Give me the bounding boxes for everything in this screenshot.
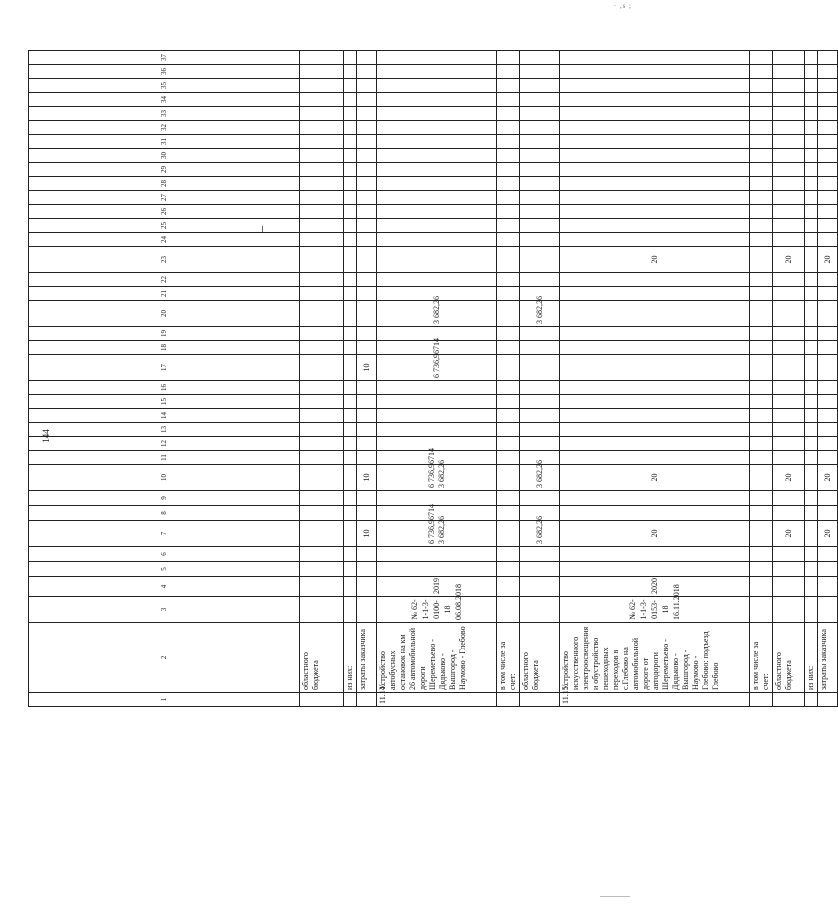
col-number: 22 [29, 273, 300, 287]
cell-value: 20 [560, 247, 750, 273]
col-number: 32 [29, 121, 300, 135]
table-row [773, 51, 805, 707]
col-number: 24 [29, 233, 300, 247]
table-row [300, 51, 344, 707]
col-number: 31 [29, 135, 300, 149]
col-number: 10 [29, 465, 300, 491]
cell-value: 20 [560, 521, 750, 547]
row-label: из них: [344, 623, 357, 693]
contract-date: 16.11.2018 [672, 584, 681, 620]
col-number: 21 [29, 287, 300, 301]
cell-value: 20 [818, 247, 838, 273]
cell-value: 6 736,96714 [426, 504, 436, 544]
contract-number: № 62-1-1-3-0100-18 [410, 599, 452, 620]
header-row [29, 51, 300, 707]
col-number: 15 [29, 395, 300, 409]
cell-value: 10 [357, 355, 377, 381]
col-number: 13 [29, 423, 300, 437]
col-number: 3 [29, 597, 300, 623]
col-number: 18 [29, 341, 300, 355]
col-number: 16 [29, 381, 300, 395]
col-number: 4 [29, 577, 300, 597]
col-number: 9 [29, 491, 300, 506]
col-number: 29 [29, 163, 300, 177]
cell-value: 10 [357, 521, 377, 547]
col-number: 35 [29, 79, 300, 93]
col-number: 28 [29, 177, 300, 191]
col-number: 6 [29, 547, 300, 562]
cell-value: 10 [357, 465, 377, 491]
table-row [344, 51, 357, 707]
row-label: затраты заказчика [357, 623, 377, 693]
cell-value: 20 [773, 521, 805, 547]
cell-year: 2019 [377, 577, 497, 597]
col-number: 8 [29, 506, 300, 521]
col-number: 27 [29, 191, 300, 205]
cell-value: 3 682,26 [520, 521, 560, 547]
cell-value: 3 682,26 [436, 460, 446, 488]
col-number: 36 [29, 65, 300, 79]
col-number: 23 [29, 247, 300, 273]
col-number: 17 [29, 355, 300, 381]
cell-year: 2020 [560, 577, 750, 597]
cell-value: 20 [773, 465, 805, 491]
col-number: 33 [29, 107, 300, 121]
cell-value: 20 [818, 465, 838, 491]
col-number: 30 [29, 149, 300, 163]
col-number: 34 [29, 93, 300, 107]
cell-value: 20 [818, 521, 838, 547]
row-label: в том числе за счет: [497, 623, 520, 693]
col-number: 1 [29, 693, 300, 707]
col-number: 7 [29, 521, 300, 547]
col-number: 26 [29, 205, 300, 219]
col-number: 19 [29, 327, 300, 341]
cell-value: 3 682,26 [377, 301, 497, 327]
table-row [497, 51, 520, 707]
item-id: 11.15. [560, 693, 750, 707]
cell-value: 3 682,26 [436, 516, 446, 544]
program-table [28, 50, 838, 707]
row-label: из них: [805, 623, 818, 693]
table-row [560, 51, 750, 707]
contract-number: № 62-1-1-3-0153-18 [628, 599, 670, 620]
col-number: 11 [29, 451, 300, 465]
col-number: 12 [29, 437, 300, 451]
col-number: 20 [29, 301, 300, 327]
scan-marks: · ,s ; [613, 2, 632, 10]
item-id: 11.14. [377, 693, 497, 707]
cell-value: 20 [773, 247, 805, 273]
cell-value: 6 736,96714 [426, 448, 436, 488]
cell-value: 6 736,96714 [377, 355, 497, 381]
table-row [520, 51, 560, 707]
col-number: 37 [29, 51, 300, 65]
table-row [357, 51, 377, 707]
cell-value: 3 682,26 [520, 465, 560, 491]
table-row [750, 51, 773, 707]
col-number: 14 [29, 409, 300, 423]
page-number: 144 [41, 429, 51, 443]
row-label: Устройство автобусных остановок на км 26 автомобильной дороги Шереметьево - Дядьково - Вышгород - Наумово - Глебово [377, 623, 497, 693]
col-number: 2 [29, 623, 300, 693]
cell-value: 3 682,26 [520, 301, 560, 327]
contract-date: 06.08.2018 [454, 584, 463, 620]
row-label: затраты заказчика [818, 623, 838, 693]
row-label: в том числе за счет: [750, 623, 773, 693]
col-number: 25 [29, 219, 300, 233]
cell-value: 20 [560, 465, 750, 491]
table-row [805, 51, 818, 707]
row-label: Устройство искусственного электроосвещения и обустройство пешеходных переходов в с.Глебово на автомобильной дороге от автодороги Шереметьево - Дядьково - Вышгород - Наумово - Глебово: подъезд Глебово [560, 623, 750, 693]
table-row [818, 51, 838, 707]
col-number: 5 [29, 562, 300, 577]
row-label: областного бюджета [520, 623, 560, 693]
margin-line [600, 896, 630, 897]
row-label: областного бюджета [773, 623, 805, 693]
table-row [377, 51, 497, 707]
row-label: областного бюджета [300, 623, 344, 693]
